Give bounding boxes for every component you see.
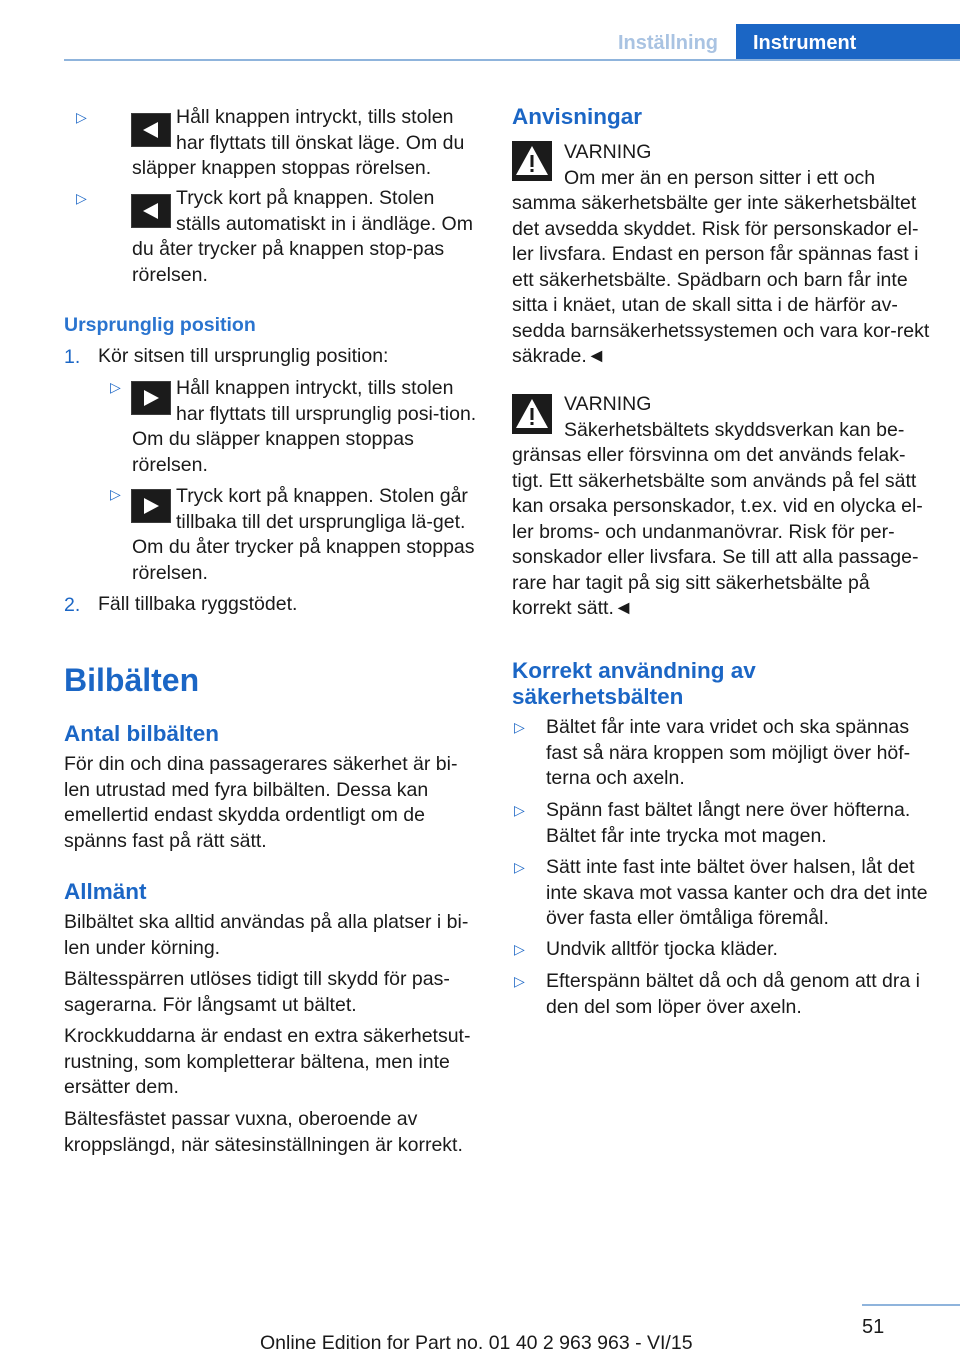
orig-position-heading: Ursprunglig position <box>64 314 256 336</box>
list-item: Håll knappen intryckt, tills stolen har flyttats till ursprunglig posi‐tion. Om du släpper knappen stoppas rörelsen. <box>132 377 477 476</box>
page-number: 51 <box>862 1316 885 1338</box>
header-tab-installning[interactable]: Inställning <box>618 32 718 54</box>
list-marker: ▷ <box>110 486 121 502</box>
list-marker: ▷ <box>514 719 525 735</box>
header-rule <box>64 59 960 61</box>
list-item: Tryck kort på knappen. Stolen går tillbaka till det ursprungliga lä‐get. Om du åter trycker på knappen stoppas rörelsen. <box>132 485 475 584</box>
heading-anvisningar: Anvisningar <box>512 104 643 129</box>
heading-allmant: Allmänt <box>64 879 147 904</box>
step-text: Kör sitsen till ursprunglig position: <box>98 345 389 367</box>
header-tab-instrument[interactable]: Instrument <box>736 24 960 61</box>
footer-edition: Online Edition for Part no. 01 40 2 963 963 - VI/15 <box>260 1332 693 1354</box>
paragraph: Bältesfästet passar vuxna, oberoende av kroppslängd, när sätesinställningen är korrekt. <box>64 1108 463 1156</box>
step-number: 1. <box>64 346 81 368</box>
list-item: Spänn fast bältet långt nere över höfterna. Bältet får inte trycka mot magen. <box>546 799 911 847</box>
list-item: Undvik alltför tjocka kläder. <box>546 938 778 960</box>
warning-block: VARNING Säkerhetsbältets skyddsverkan kan be‐gränsas eller försvinna om det används felak‐tigt. Ett säkerhetsbälte som används på fel sätt kan orsaka personskador, t.ex. vid en olycka el‐ler broms- och undanmanövrar. Risk för per‐sonskador eller livsfara. Se till att alla passage‐rare har tagit på sig sitt säkerhetsbälte på korrekt sätt.◄ <box>512 393 923 619</box>
list-marker: ▷ <box>514 802 525 818</box>
paragraph: Krockkuddarna är endast en extra säkerhetsut‐rustning, som kompletterar bältena, men inte ersätter dem. <box>64 1025 471 1098</box>
list-item: Håll knappen intryckt, tills stolen har flyttats till önskat läge. Om du släpper knappen stoppas rörelsen. <box>132 106 465 179</box>
list-marker: ▷ <box>514 973 525 989</box>
list-item: Sätt inte fast inte bältet över halsen, låt det inte skava mot vassa kanter och dra det inte över fasta eller ömtåliga föremål. <box>546 856 928 929</box>
list-item: Tryck kort på knappen. Stolen ställs automatiskt in i ändläge. Om du åter trycker på knappen stop‐pas rörelsen. <box>132 187 473 286</box>
paragraph: Bältesspärren utlöses tidigt till skydd för pas‐sagerarna. För långsamt ut bältet. <box>64 968 450 1016</box>
step-text: Fäll tillbaka ryggstödet. <box>98 593 298 615</box>
footer-rule <box>862 1304 960 1306</box>
list-marker: ▷ <box>76 190 87 206</box>
paragraph: Bilbältet ska alltid användas på alla platser i bi‐len under körning. <box>64 911 469 959</box>
list-marker: ▷ <box>76 109 87 125</box>
list-marker: ▷ <box>110 379 121 395</box>
section-title-bilbalten: Bilbälten <box>64 662 200 698</box>
heading-antal-bilbalten: Antal bilbälten <box>64 721 220 746</box>
paragraph: För din och dina passagerares säkerhet är bi‐len utrustad med fyra bilbälten. Dessa kan emellertid endast skydda ordentligt om de spänns fast på rätt sätt. <box>64 753 458 852</box>
list-marker: ▷ <box>514 941 525 957</box>
warning-block: VARNING Om mer än en person sitter i ett och samma säkerhetsbälte ger inte säkerhetsbältet det avsedda skyddet. Risk för personskador el‐ler livsfara. Endast en person får spännas fast i ett säkerhetsbälte. Spädbarn och barn får inte sitta i knäet, utan de skall sitta i de härför av‐sedda barnsäkerhetssystemen och vara kor‐rekt säkrade.◄ <box>512 141 930 367</box>
heading-korrekt-anvandning: Korrekt användning av säkerhetsbälten <box>512 658 756 709</box>
list-item: Bältet får inte vara vridet och ska spännas fast så nära kroppen som möjligt över höf‐terna och axeln. <box>546 716 911 789</box>
list-item: Efterspänn bältet då och då genom att dra i den del som löper över axeln. <box>546 970 920 1018</box>
step-number: 2. <box>64 594 81 616</box>
list-marker: ▷ <box>514 859 525 875</box>
